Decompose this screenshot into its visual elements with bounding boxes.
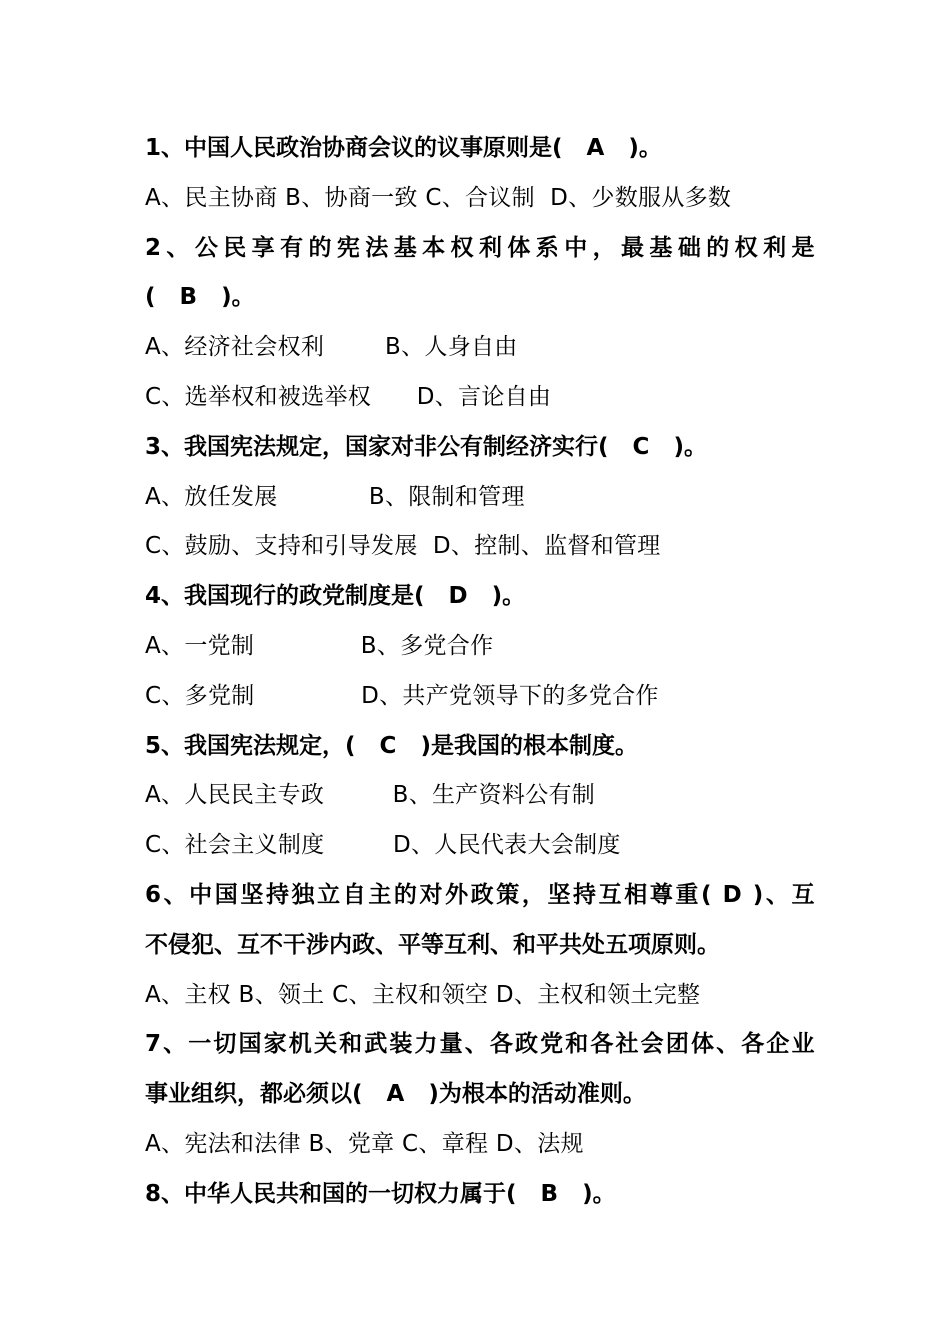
question-6-text-line-1: 6、中国坚持独立自主的对外政策，坚持互相尊重( D )、互: [145, 881, 815, 908]
question-4-options-line-2: C、多党制 D、共产党领导下的多党合作: [145, 682, 659, 709]
question-6-text-line-2: 不侵犯、互不干涉内政、平等互利、和平共处五项原则。: [145, 931, 720, 958]
question-7-text-line-1: 7、一切国家机关和武装力量、各政党和各社会团体、各企业: [145, 1031, 815, 1058]
question-2-text-line-1: 2、公民享有的宪法基本权利体系中，最基础的权利是: [145, 234, 815, 261]
question-2-options-line-1: A、经济社会权利 B、人身自由: [145, 334, 518, 361]
question-7-options: A、宪法和法律 B、党章 C、章程 D、法规: [145, 1130, 584, 1157]
question-3-options-line-1: A、放任发展 B、限制和管理: [145, 483, 525, 510]
question-8-text: 8、中华人民共和国的一切权力属于( B )。: [145, 1180, 616, 1207]
question-4-text: 4、我国现行的政党制度是( D )。: [145, 583, 526, 610]
question-4-options-line-1: A、一党制 B、多党合作: [145, 632, 494, 659]
question-2-text-line-2: ( B )。: [145, 284, 255, 311]
question-3-text: 3、我国宪法规定，国家对非公有制经济实行( C )。: [145, 433, 707, 460]
question-5-text: 5、我国宪法规定，( C )是我国的根本制度。: [145, 732, 638, 759]
question-7-text-line-2: 事业组织，都必须以( A )为根本的活动准则。: [145, 1081, 646, 1108]
question-5-options-line-1: A、人民民主专政 B、生产资料公有制: [145, 782, 596, 809]
question-3-options-line-2: C、鼓励、支持和引导发展 D、控制、监督和管理: [145, 533, 661, 560]
question-1-text: 1、中国人民政治协商会议的议事原则是( A )。: [145, 135, 662, 161]
question-6-options: A、主权 B、领土 C、主权和领空 D、主权和领土完整: [145, 981, 701, 1008]
question-2-options-line-2: C、选举权和被选举权 D、言论自由: [145, 383, 552, 410]
question-5-options-line-2: C、社会主义制度 D、人民代表大会制度: [145, 832, 621, 859]
question-1-options: A、民主协商 B、协商一致 C、合议制 D、少数服从多数: [145, 184, 732, 211]
question-list: [145, 124, 815, 1220]
